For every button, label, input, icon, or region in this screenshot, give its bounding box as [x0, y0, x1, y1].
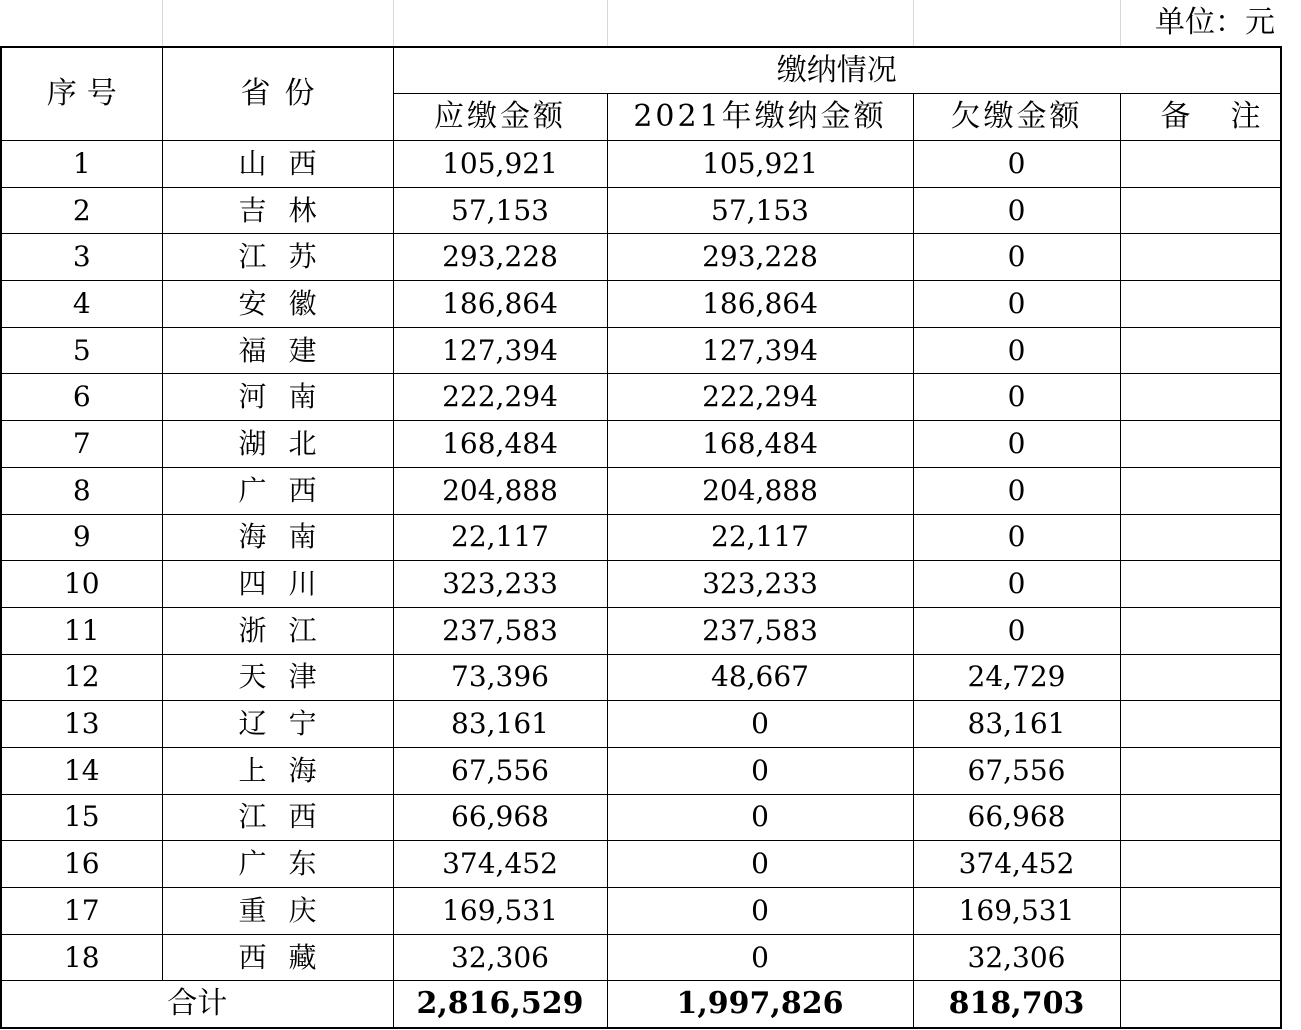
row-remark — [1120, 234, 1281, 281]
table-row — [1, 467, 1281, 514]
total-remark — [1120, 981, 1281, 1029]
row-province: 广西 — [162, 467, 393, 514]
row-remark — [1120, 141, 1281, 188]
table-row — [1, 747, 1281, 794]
row-number: 5 — [1, 327, 162, 374]
row-owed-amount: 0 — [913, 234, 1120, 281]
table-row — [1, 888, 1281, 935]
row-owed-amount: 0 — [913, 467, 1120, 514]
row-province: 天津 — [162, 654, 393, 701]
row-owed-amount: 32,306 — [913, 934, 1120, 981]
row-owed-amount: 0 — [913, 514, 1120, 561]
row-owed-amount: 374,452 — [913, 841, 1120, 888]
row-province: 吉林 — [162, 187, 393, 234]
row-due-amount: 57,153 — [393, 187, 607, 234]
table-row — [1, 607, 1281, 654]
row-number: 2 — [1, 187, 162, 234]
row-remark — [1120, 794, 1281, 841]
row-paid-amount: 0 — [607, 841, 913, 888]
row-number: 6 — [1, 374, 162, 421]
row-remark — [1120, 654, 1281, 701]
row-paid-amount: 22,117 — [607, 514, 913, 561]
row-remark — [1120, 934, 1281, 981]
row-due-amount: 83,161 — [393, 701, 607, 748]
row-number: 12 — [1, 654, 162, 701]
row-due-amount: 323,233 — [393, 561, 607, 608]
table-row — [1, 187, 1281, 234]
row-number: 16 — [1, 841, 162, 888]
table-row — [1, 701, 1281, 748]
row-province: 安徽 — [162, 281, 393, 328]
row-owed-amount: 0 — [913, 327, 1120, 374]
row-province: 江苏 — [162, 234, 393, 281]
total-label: 合计 — [1, 981, 393, 1029]
row-due-amount: 66,968 — [393, 794, 607, 841]
row-number: 3 — [1, 234, 162, 281]
row-paid-amount: 105,921 — [607, 141, 913, 188]
row-province: 广东 — [162, 841, 393, 888]
row-due-amount: 127,394 — [393, 327, 607, 374]
row-paid-amount: 0 — [607, 701, 913, 748]
row-remark — [1120, 327, 1281, 374]
header-due: 应缴金额 — [393, 94, 607, 141]
total-paid: 1,997,826 — [607, 981, 913, 1029]
header-paid-2021: 2021年缴纳金额 — [607, 94, 913, 141]
row-due-amount: 204,888 — [393, 467, 607, 514]
row-number: 15 — [1, 794, 162, 841]
row-number: 1 — [1, 141, 162, 188]
table-row — [1, 934, 1281, 981]
table-row — [1, 841, 1281, 888]
row-owed-amount: 83,161 — [913, 701, 1120, 748]
row-due-amount: 169,531 — [393, 888, 607, 935]
table-row — [1, 794, 1281, 841]
row-province: 西藏 — [162, 934, 393, 981]
row-province: 辽宁 — [162, 701, 393, 748]
row-owed-amount: 0 — [913, 281, 1120, 328]
row-province: 山西 — [162, 141, 393, 188]
row-due-amount: 32,306 — [393, 934, 607, 981]
table-row — [1, 654, 1281, 701]
row-paid-amount: 237,583 — [607, 607, 913, 654]
unit-row — [1, 0, 1281, 47]
row-number: 9 — [1, 514, 162, 561]
row-due-amount: 237,583 — [393, 607, 607, 654]
row-province: 湖北 — [162, 421, 393, 468]
table-row — [1, 421, 1281, 468]
header-province: 省份 — [162, 47, 393, 141]
row-remark — [1120, 421, 1281, 468]
row-paid-amount: 186,864 — [607, 281, 913, 328]
row-owed-amount: 67,556 — [913, 747, 1120, 794]
row-paid-amount: 48,667 — [607, 654, 913, 701]
total-due: 2,816,529 — [393, 981, 607, 1029]
table-row — [1, 141, 1281, 188]
header-no: 序号 — [1, 47, 162, 141]
header-owed: 欠缴金额 — [913, 94, 1120, 141]
row-province: 重庆 — [162, 888, 393, 935]
table-row — [1, 514, 1281, 561]
header-remarks: 备注 — [1120, 94, 1281, 141]
row-remark — [1120, 467, 1281, 514]
row-province: 四川 — [162, 561, 393, 608]
row-owed-amount: 0 — [913, 187, 1120, 234]
row-number: 10 — [1, 561, 162, 608]
total-row — [1, 981, 1281, 1029]
unit-label: 单位：元 — [1120, 0, 1281, 47]
row-owed-amount: 0 — [913, 374, 1120, 421]
row-paid-amount: 323,233 — [607, 561, 913, 608]
row-paid-amount: 0 — [607, 934, 913, 981]
row-number: 17 — [1, 888, 162, 935]
row-number: 8 — [1, 467, 162, 514]
row-paid-amount: 0 — [607, 794, 913, 841]
row-paid-amount: 0 — [607, 747, 913, 794]
row-due-amount: 186,864 — [393, 281, 607, 328]
row-paid-amount: 168,484 — [607, 421, 913, 468]
row-due-amount: 168,484 — [393, 421, 607, 468]
row-owed-amount: 0 — [913, 421, 1120, 468]
row-province: 河南 — [162, 374, 393, 421]
row-remark — [1120, 841, 1281, 888]
table-row — [1, 561, 1281, 608]
row-due-amount: 293,228 — [393, 234, 607, 281]
row-paid-amount: 0 — [607, 888, 913, 935]
table-row — [1, 374, 1281, 421]
row-remark — [1120, 888, 1281, 935]
row-due-amount: 73,396 — [393, 654, 607, 701]
row-remark — [1120, 374, 1281, 421]
header-payment-status: 缴纳情况 — [393, 47, 1281, 94]
row-paid-amount: 222,294 — [607, 374, 913, 421]
row-province: 浙江 — [162, 607, 393, 654]
row-owed-amount: 66,968 — [913, 794, 1120, 841]
row-number: 14 — [1, 747, 162, 794]
row-number: 4 — [1, 281, 162, 328]
table-row — [1, 281, 1281, 328]
row-remark — [1120, 514, 1281, 561]
row-paid-amount: 293,228 — [607, 234, 913, 281]
row-number: 11 — [1, 607, 162, 654]
row-number: 18 — [1, 934, 162, 981]
row-paid-amount: 127,394 — [607, 327, 913, 374]
row-owed-amount: 0 — [913, 561, 1120, 608]
row-remark — [1120, 607, 1281, 654]
row-remark — [1120, 187, 1281, 234]
row-due-amount: 222,294 — [393, 374, 607, 421]
row-remark — [1120, 747, 1281, 794]
row-owed-amount: 169,531 — [913, 888, 1120, 935]
row-due-amount: 105,921 — [393, 141, 607, 188]
row-due-amount: 67,556 — [393, 747, 607, 794]
row-remark — [1120, 561, 1281, 608]
row-province: 上海 — [162, 747, 393, 794]
table-row — [1, 234, 1281, 281]
row-number: 7 — [1, 421, 162, 468]
row-province: 海南 — [162, 514, 393, 561]
row-number: 13 — [1, 701, 162, 748]
row-due-amount: 374,452 — [393, 841, 607, 888]
table-row — [1, 327, 1281, 374]
header-row-1 — [1, 47, 1281, 94]
row-owed-amount: 0 — [913, 607, 1120, 654]
row-remark — [1120, 281, 1281, 328]
row-due-amount: 22,117 — [393, 514, 607, 561]
row-remark — [1120, 701, 1281, 748]
total-owed: 818,703 — [913, 981, 1120, 1029]
row-owed-amount: 24,729 — [913, 654, 1120, 701]
row-paid-amount: 204,888 — [607, 467, 913, 514]
row-paid-amount: 57,153 — [607, 187, 913, 234]
row-province: 江西 — [162, 794, 393, 841]
row-province: 福建 — [162, 327, 393, 374]
row-owed-amount: 0 — [913, 141, 1120, 188]
